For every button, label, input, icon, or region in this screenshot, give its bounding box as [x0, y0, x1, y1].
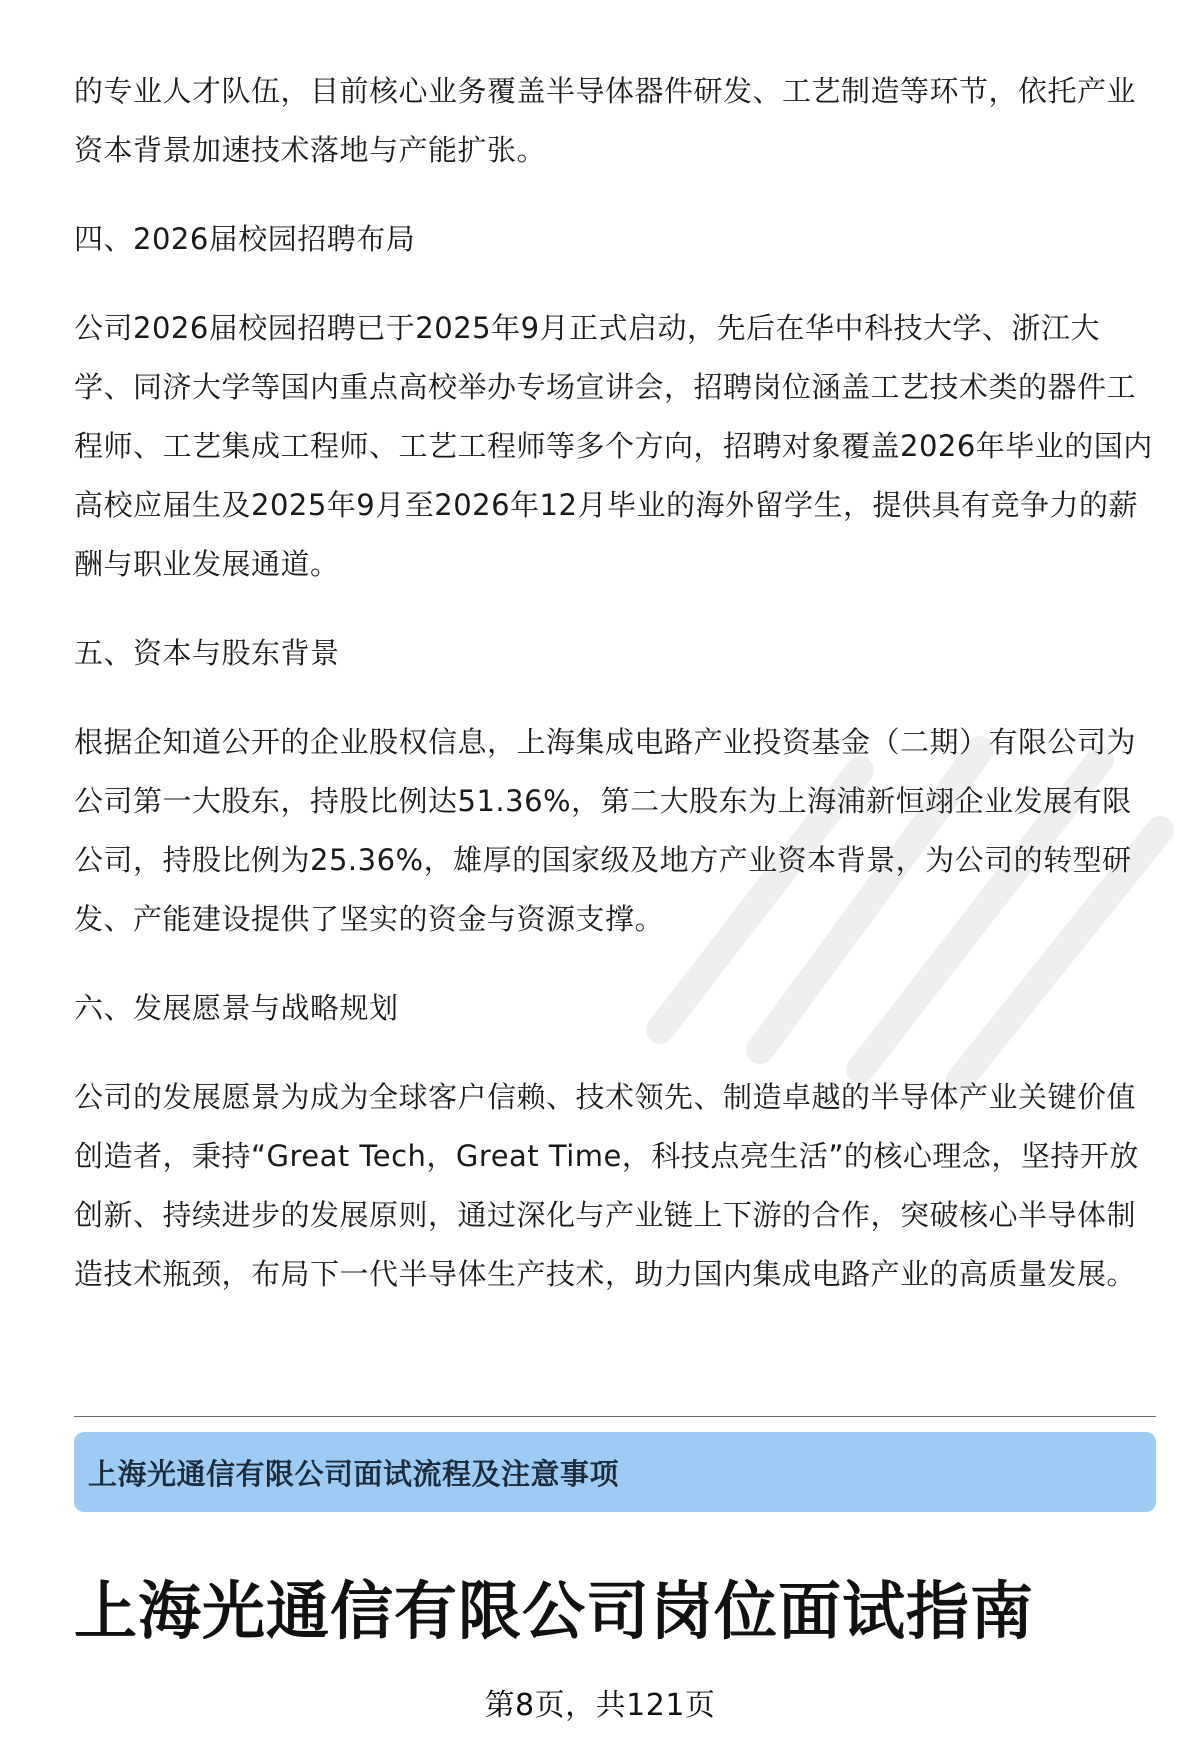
section-heading-capital: 五、资本与股东背景	[74, 636, 340, 670]
document-body	[74, 62, 1154, 1334]
section-body-recruitment: 公司2026届校园招聘已于2025年9月正式启动，先后在华中科技大学、浙江大学、同济大学等国内重点高校举办专场宣讲会，招聘岗位涵盖工艺技术类的器件工程师、工艺集成工程师、工艺工程师等多个方向，招聘对象覆盖2026年毕业的国内高校应届生及2025年9月至2026年12月毕业的海外留学生，提供具有竞争力的薪酬与职业发展通道。	[74, 311, 1153, 581]
section-heading-vision: 六、发展愿景与战略规划	[74, 991, 399, 1025]
section-divider	[74, 1416, 1156, 1417]
intro-paragraph: 的专业人才队伍，目前核心业务覆盖半导体器件研发、工艺制造等环节，依托产业资本背景加速技术落地与产能扩张。	[74, 74, 1137, 167]
section-body-capital: 根据企知道公开的企业股权信息，上海集成电路产业投资基金（二期）有限公司为公司第一大股东，持股比例达51.36%，第二大股东为上海浦新恒翊企业发展有限公司，持股比例为25.36%，雄厚的国家级及地方产业资本背景，为公司的转型研发、产能建设提供了坚实的资金与资源支撑。	[74, 725, 1137, 936]
banner-label: 上海光通信有限公司面试流程及注意事项	[88, 1456, 620, 1491]
section-heading-recruitment: 四、2026届校园招聘布局	[74, 222, 416, 256]
section-body-vision: 公司的发展愿景为成为全球客户信赖、技术领先、制造卓越的半导体产业关键价值创造者，秉持“Great Tech，Great Time，科技点亮生活”的核心理念，坚持开放创新、持续进步的发展原则，通过深化与产业链上下游的合作，突破核心半导体制造技术瓶颈，布局下一代半导体生产技术，助力国内集成电路产业的高质量发展。	[74, 1080, 1139, 1291]
section-banner	[74, 1432, 1156, 1512]
page-title: 上海光通信有限公司岗位面试指南	[74, 1575, 1034, 1648]
page-number: 第8页，共121页	[484, 1688, 716, 1723]
